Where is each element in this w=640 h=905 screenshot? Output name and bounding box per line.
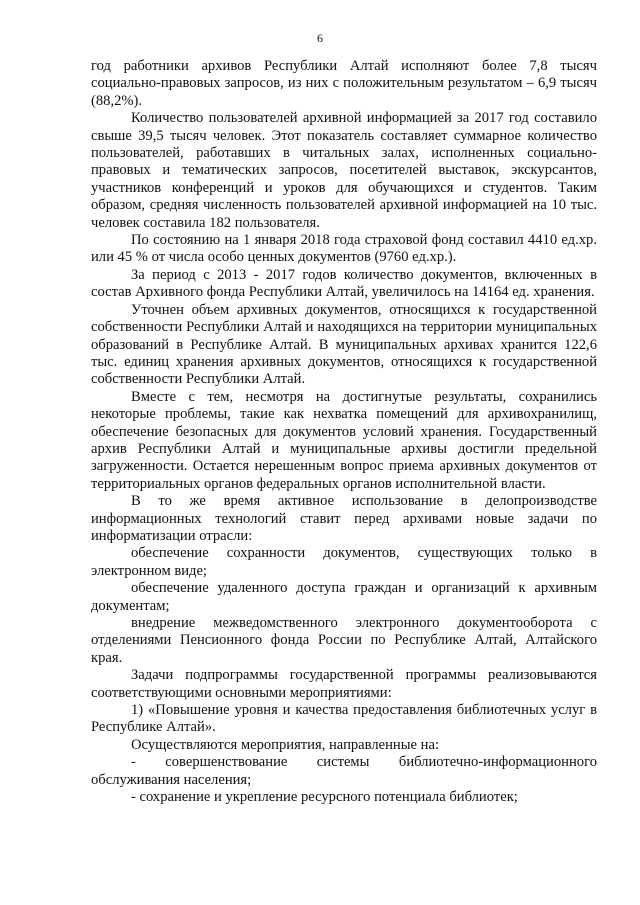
paragraph-documents-volume: Уточнен объем архивных документов, относящихся к государственной собственности Республики Алтай и находящихся на территории муниципальных образований в Республике Алтай. В муниципальных архивах хранится 122,6 тыс. единиц хранения архивных документов, относящихся к государственной собственности Республики Алтай. <box>91 301 597 388</box>
list-item-remote-access: обеспечение удаленного доступа граждан и организаций к архивным документам; <box>91 580 597 614</box>
list-item-electronic-preservation: обеспечение сохранности документов, существующих только в электронном виде; <box>91 545 597 579</box>
paragraph-new-tasks: В то же время активное использование в делопроизводстве информационных технологий ставит перед архивами новые задачи по информатизации отрасли: <box>91 493 597 544</box>
page-number: 6 <box>317 31 323 45</box>
paragraph-measure-1: 1) «Повышение уровня и качества предоставления библиотечных услуг в Республике Алтай». <box>91 702 597 736</box>
list-item-library-resources: - сохранение и укрепление ресурсного потенциала библиотек; <box>131 789 518 806</box>
paragraph-insurance-fund: По состоянию на 1 января 2018 года страховой фонд составил 4410 ед.хр. или 45 % от числа особо ценных документов (9760 ед.хр.). <box>91 232 597 266</box>
paragraph-continuation: год работники архивов Республики Алтай исполняют более 7,8 тысяч социально-правовых запросов, из них с положительным результатом – 6,9 тысяч (88,2%). <box>91 58 597 109</box>
paragraph-users-count: Количество пользователей архивной информацией за 2017 год составило свыше 39,5 тысяч человек. Этот показатель составляет суммарное количество пользователей, работавших в читальных залах, исполненных социально-правовых и тематических запросов, посетителей выставок, экскурсантов, участников конференций и уроков для обучающихся и студентов. Таким образом, средняя численность пользователей архивной информацией на 10 тыс. человек составила 182 пользователя. <box>91 110 597 231</box>
list-item-electronic-workflow: внедрение межведомственного электронного документооборота с отделениями Пенсионного фонда России по Республике Алтай, Алтайского края. <box>91 615 597 666</box>
paragraph-documents-increase: За период с 2013 - 2017 годов количество документов, включенных в состав Архивного фонда Республики Алтай, увеличилось на 14164 ед. хранения. <box>91 266 597 301</box>
document-body <box>91 58 597 806</box>
list-item-library-service: - совершенствование системы библиотечно-информационного обслуживания населения; <box>91 754 597 788</box>
paragraph-subprogram-tasks: Задачи подпрограммы государственной программы реализовываются соответствующими основными мероприятиями: <box>91 667 597 701</box>
paragraph-measures-intro: Осуществляются мероприятия, направленные на: <box>131 736 440 753</box>
paragraph-problems: Вместе с тем, несмотря на достигнутые результаты, сохранились некоторые проблемы, такие как нехватка помещений для архивохранилищ, обеспечение безопасных для документов условий хранения. Государственный архив Республики Алтай и муниципальные архивы достигли предельной загруженности. Остается нерешенным вопрос приема архивных документов от территориальных органов федеральных органов исполнительной власти. <box>91 388 597 492</box>
